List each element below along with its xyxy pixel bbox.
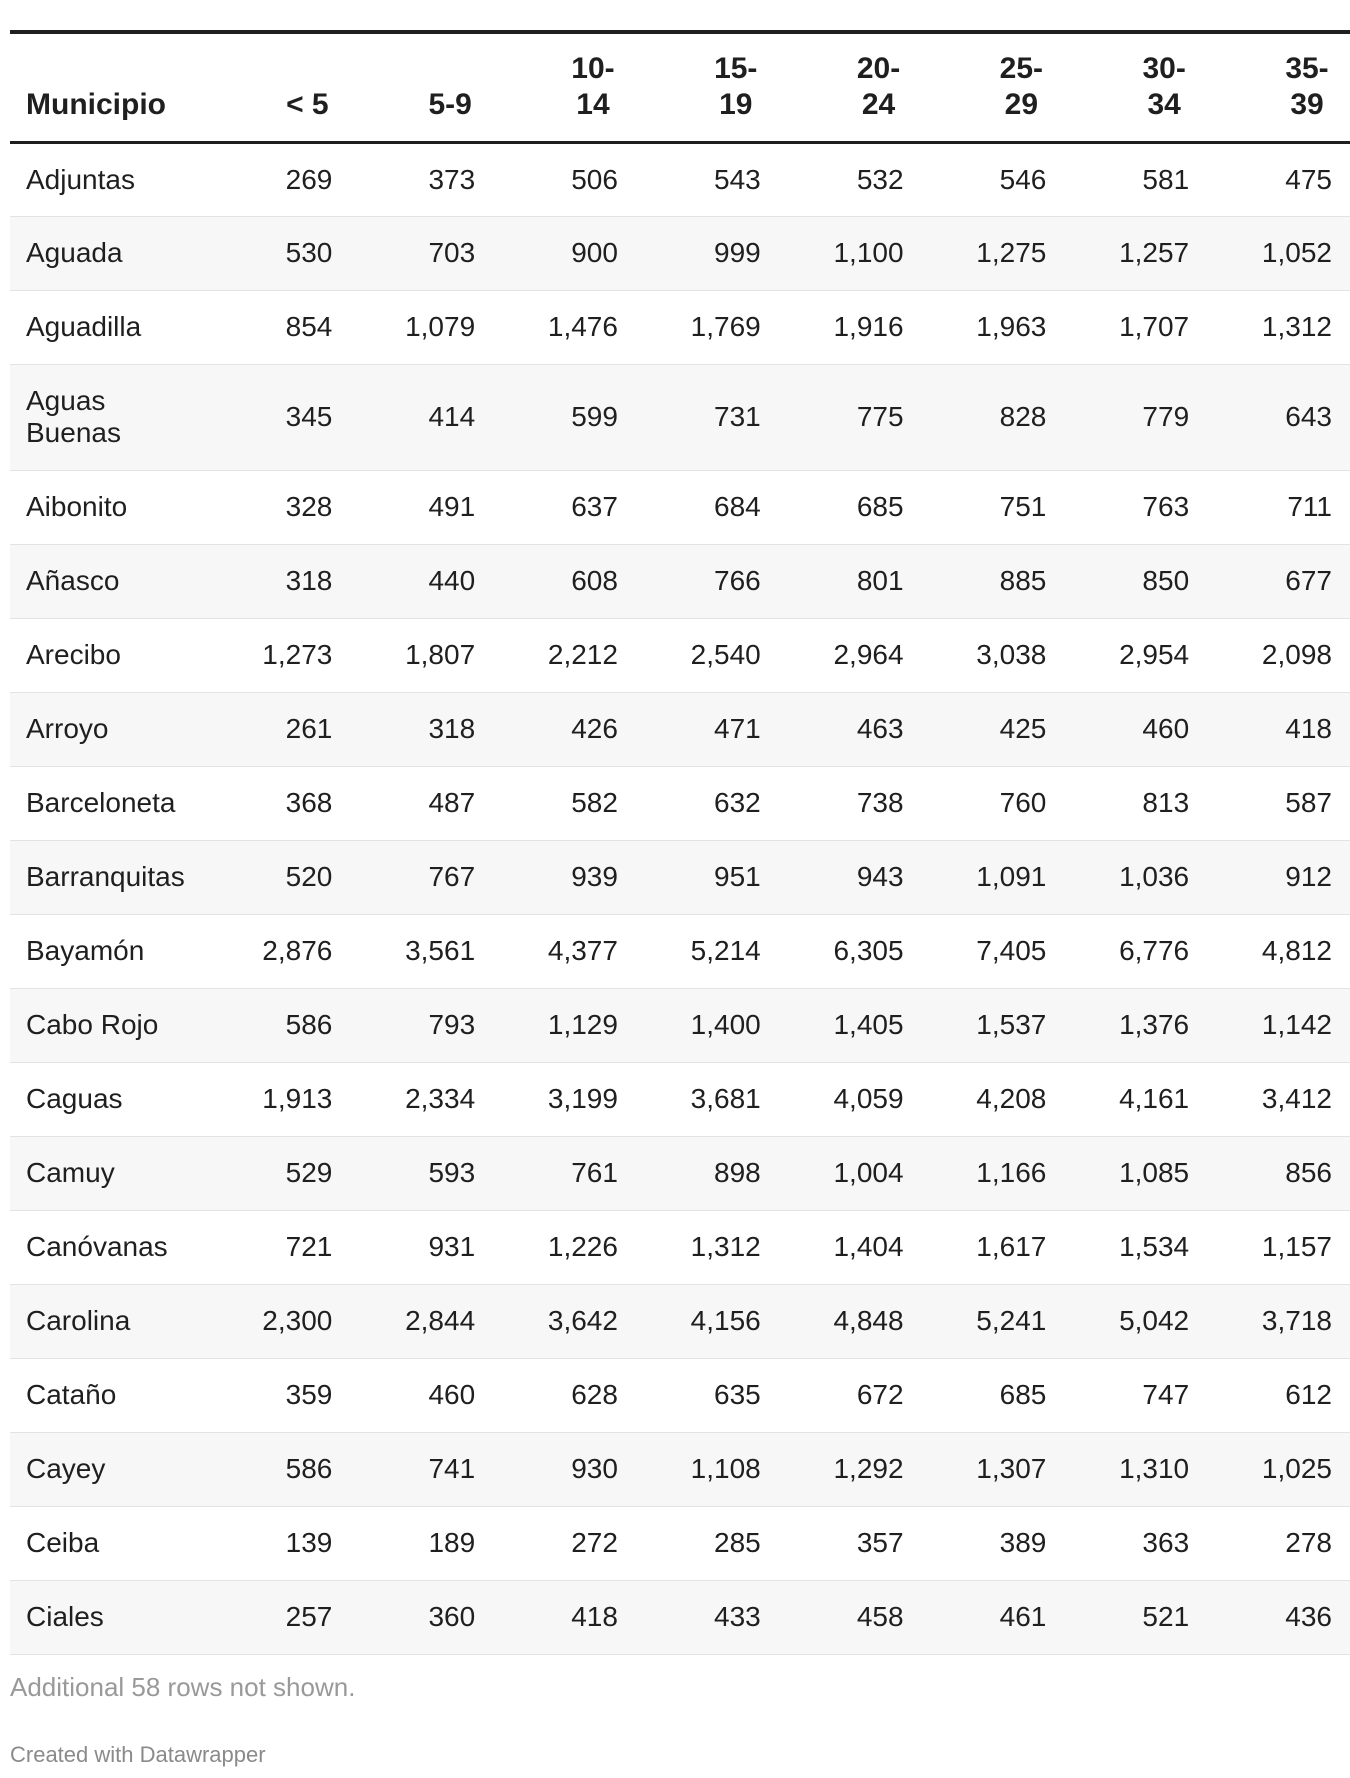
population-cell: 460 <box>1142 713 1190 744</box>
municipio-cell <box>10 1284 208 1358</box>
population-cell: 793 <box>428 1009 476 1040</box>
table-container <box>10 30 1332 1655</box>
population-cell: 4,059 <box>833 1083 904 1114</box>
population-cell: 775 <box>856 401 904 432</box>
table-row <box>10 1506 1350 1580</box>
population-cell: 506 <box>571 163 618 195</box>
population-cell: 532 <box>856 163 904 195</box>
population-cell: 900 <box>571 237 618 268</box>
population-cell: 632 <box>714 787 761 818</box>
population-cell: 418 <box>571 1601 618 1632</box>
column-header-municipio: Municipio <box>26 87 166 121</box>
population-cell: 318 <box>428 713 476 744</box>
population-cell: 458 <box>856 1601 904 1632</box>
column-header-line: 5-9 <box>428 87 472 121</box>
population-cell: 813 <box>1142 787 1190 818</box>
population-cell: 360 <box>428 1601 476 1632</box>
population-cell: 1,312 <box>1261 311 1332 342</box>
population-cell: 801 <box>856 565 904 596</box>
population-cell: 2,844 <box>405 1305 476 1336</box>
municipio-cell <box>10 364 208 470</box>
population-cell: 711 <box>1287 491 1332 522</box>
municipio-name: Carolina <box>26 1305 131 1336</box>
population-cell: 1,376 <box>1119 1009 1190 1040</box>
rows-not-shown-note: Additional 58 rows not shown. <box>10 1672 356 1702</box>
population-cell: 850 <box>1142 565 1190 596</box>
table-row <box>10 470 1350 544</box>
population-cell: 951 <box>714 861 761 892</box>
municipio-name: Aibonito <box>26 491 128 522</box>
population-cell: 1,100 <box>833 237 904 268</box>
population-cell: 854 <box>285 311 333 342</box>
municipio-name: Aguadilla <box>26 311 142 342</box>
population-cell: 612 <box>1285 1379 1332 1410</box>
column-header-line: 20- <box>856 51 901 85</box>
municipio-name: Ciales <box>26 1601 104 1632</box>
population-cell: 1,273 <box>262 639 333 670</box>
column-header-line: 19 <box>719 87 753 121</box>
column-header-age-7 <box>1064 32 1207 142</box>
table-row <box>10 766 1350 840</box>
table-scroll-area[interactable] <box>10 30 1332 1655</box>
population-cell: 5,214 <box>690 935 761 966</box>
population-cell: 357 <box>856 1527 904 1558</box>
population-cell: 1,257 <box>1119 237 1190 268</box>
population-cell: 1,275 <box>976 237 1047 268</box>
population-cell: 2,540 <box>690 639 761 670</box>
column-header-line: 39 <box>1290 87 1324 121</box>
table-row <box>10 1580 1350 1654</box>
population-cell: 1,707 <box>1119 311 1190 342</box>
population-cell: 520 <box>285 861 333 892</box>
population-cell: 433 <box>714 1601 761 1632</box>
population-cell: 4,848 <box>833 1305 904 1336</box>
population-cell: 731 <box>714 401 761 432</box>
population-cell: 418 <box>1285 713 1332 744</box>
population-cell: 672 <box>856 1379 904 1410</box>
municipio-cell <box>10 216 208 290</box>
column-header-age-1 <box>208 32 351 142</box>
column-header-line: 10- <box>571 51 615 85</box>
population-cell: 763 <box>1142 491 1190 522</box>
municipio-cell <box>10 840 208 914</box>
population-cell: 460 <box>428 1379 476 1410</box>
municipio-name: Cayey <box>26 1453 106 1484</box>
table-row <box>10 216 1350 290</box>
municipio-name: Ceiba <box>26 1527 100 1558</box>
municipio-name: Barceloneta <box>26 787 176 818</box>
population-cell: 425 <box>999 713 1047 744</box>
population-cell: 440 <box>428 565 476 596</box>
municipio-cell <box>10 1358 208 1432</box>
column-header-line: 35- <box>1285 51 1329 85</box>
population-cell: 521 <box>1142 1601 1190 1632</box>
table-row <box>10 1284 1350 1358</box>
population-cell: 3,681 <box>690 1083 761 1114</box>
population-cell: 363 <box>1142 1527 1190 1558</box>
population-cell: 278 <box>1285 1527 1332 1558</box>
population-cell: 637 <box>571 491 618 522</box>
population-cell: 1,617 <box>976 1231 1047 1262</box>
column-header-line: 30- <box>1142 51 1186 85</box>
table-row <box>10 840 1350 914</box>
population-cell: 766 <box>714 565 761 596</box>
population-table <box>10 30 1350 1655</box>
population-cell: 5,042 <box>1119 1305 1190 1336</box>
municipio-cell <box>10 1136 208 1210</box>
population-cell: 1,091 <box>976 861 1047 892</box>
municipio-name: Adjuntas <box>26 163 135 195</box>
municipio-name: Cataño <box>26 1379 117 1410</box>
table-row <box>10 1432 1350 1506</box>
population-cell: 1,537 <box>976 1009 1047 1040</box>
population-cell: 269 <box>285 163 333 195</box>
population-cell: 1,108 <box>690 1453 761 1484</box>
population-cell: 4,161 <box>1119 1083 1190 1114</box>
column-header-line: < 5 <box>286 87 329 121</box>
population-cell: 2,876 <box>262 935 333 966</box>
population-cell: 491 <box>428 491 476 522</box>
municipio-cell <box>10 1210 208 1284</box>
table-row <box>10 1358 1350 1432</box>
column-header-age-2 <box>350 32 493 142</box>
population-cell: 856 <box>1285 1157 1332 1188</box>
municipio-cell <box>10 692 208 766</box>
population-cell: 6,305 <box>833 935 904 966</box>
population-cell: 761 <box>571 1157 618 1188</box>
population-cell: 1,807 <box>405 639 476 670</box>
population-cell: 1,025 <box>1261 1453 1332 1484</box>
population-cell: 587 <box>1285 787 1332 818</box>
population-cell: 677 <box>1285 565 1332 596</box>
population-cell: 463 <box>856 713 904 744</box>
table-row <box>10 544 1350 618</box>
datawrapper-credit[interactable]: Created with Datawrapper <box>10 1742 266 1767</box>
population-cell: 373 <box>428 163 476 195</box>
population-cell: 1,405 <box>833 1009 904 1040</box>
population-cell: 898 <box>714 1157 761 1188</box>
column-header-line: 29 <box>1004 87 1039 121</box>
population-cell: 189 <box>428 1527 476 1558</box>
population-cell: 3,412 <box>1261 1083 1332 1114</box>
population-cell: 1,226 <box>547 1231 618 1262</box>
population-cell: 760 <box>999 787 1047 818</box>
population-cell: 318 <box>285 565 333 596</box>
municipio-cell <box>10 1506 208 1580</box>
population-cell: 272 <box>571 1527 618 1558</box>
population-cell: 599 <box>571 401 618 432</box>
population-cell: 257 <box>285 1601 333 1632</box>
municipio-cell <box>10 290 208 364</box>
population-cell: 3,038 <box>976 639 1047 670</box>
population-cell: 2,098 <box>1261 639 1332 670</box>
municipio-name: Cabo Rojo <box>26 1009 159 1040</box>
population-cell: 4,208 <box>976 1083 1047 1114</box>
table-row <box>10 1136 1350 1210</box>
population-cell: 779 <box>1142 401 1190 432</box>
population-cell: 3,199 <box>547 1083 618 1114</box>
population-cell: 529 <box>285 1157 333 1188</box>
municipio-cell <box>10 766 208 840</box>
population-cell: 1,400 <box>690 1009 761 1040</box>
table-body <box>10 142 1350 1654</box>
population-cell: 1,129 <box>547 1009 618 1040</box>
population-cell: 1,769 <box>690 311 761 342</box>
population-cell: 3,642 <box>547 1305 618 1336</box>
population-cell: 1,079 <box>405 311 476 342</box>
table-row <box>10 1062 1350 1136</box>
population-cell: 530 <box>285 237 333 268</box>
population-cell: 1,004 <box>833 1157 904 1188</box>
population-cell: 2,964 <box>833 639 904 670</box>
population-cell: 912 <box>1285 861 1332 892</box>
population-cell: 2,212 <box>547 639 618 670</box>
municipio-name: Barranquitas <box>26 861 185 892</box>
municipio-cell <box>10 1580 208 1654</box>
population-cell: 1,036 <box>1119 861 1190 892</box>
population-cell: 7,405 <box>976 935 1047 966</box>
population-cell: 685 <box>856 491 904 522</box>
municipio-cell <box>10 914 208 988</box>
table-row <box>10 364 1350 470</box>
column-header-age-6 <box>922 32 1065 142</box>
population-cell: 285 <box>714 1527 761 1558</box>
population-cell: 487 <box>428 787 476 818</box>
table-row <box>10 988 1350 1062</box>
population-cell: 741 <box>428 1453 476 1484</box>
population-cell: 738 <box>856 787 904 818</box>
municipio-name: Aguada <box>26 237 123 268</box>
population-cell: 3,561 <box>405 935 476 966</box>
column-header-age-8 <box>1207 32 1350 142</box>
population-cell: 930 <box>571 1453 618 1484</box>
population-cell: 471 <box>714 713 761 744</box>
table-row <box>10 914 1350 988</box>
column-header-age-4 <box>636 32 779 142</box>
municipio-name: Buenas <box>26 417 121 448</box>
population-cell: 4,812 <box>1261 935 1332 966</box>
population-cell: 684 <box>714 491 761 522</box>
municipio-name: Canóvanas <box>26 1231 168 1262</box>
population-cell: 828 <box>999 401 1047 432</box>
population-cell: 389 <box>999 1527 1047 1558</box>
population-cell: 546 <box>999 163 1047 195</box>
population-cell: 939 <box>571 861 618 892</box>
population-cell: 1,292 <box>833 1453 904 1484</box>
population-cell: 4,377 <box>547 935 618 966</box>
population-cell: 586 <box>285 1009 333 1040</box>
population-cell: 581 <box>1142 163 1190 195</box>
municipio-cell <box>10 142 208 216</box>
population-cell: 6,776 <box>1119 935 1190 966</box>
municipio-name: Camuy <box>26 1157 115 1188</box>
population-cell: 751 <box>999 491 1047 522</box>
population-cell: 359 <box>285 1379 333 1410</box>
column-header-line: 25- <box>999 51 1044 85</box>
population-cell: 999 <box>714 237 761 268</box>
population-cell: 1,963 <box>976 311 1047 342</box>
population-cell: 1,085 <box>1119 1157 1190 1188</box>
table-header-row <box>10 32 1350 142</box>
municipio-cell <box>10 1432 208 1506</box>
population-cell: 426 <box>571 713 618 744</box>
population-cell: 261 <box>285 713 333 744</box>
population-cell: 543 <box>714 163 761 195</box>
population-cell: 1,534 <box>1119 1231 1190 1262</box>
population-cell: 414 <box>428 401 476 432</box>
municipio-name: Añasco <box>26 565 120 596</box>
population-cell: 2,300 <box>262 1305 333 1336</box>
population-cell: 475 <box>1285 163 1332 195</box>
population-cell: 885 <box>999 565 1047 596</box>
municipio-name: Bayamón <box>26 935 145 966</box>
population-cell: 2,334 <box>405 1083 476 1114</box>
column-header-line: 14 <box>576 87 610 121</box>
municipio-cell <box>10 544 208 618</box>
population-cell: 747 <box>1142 1379 1190 1410</box>
municipio-cell <box>10 988 208 1062</box>
population-cell: 4,156 <box>690 1305 761 1336</box>
population-cell: 608 <box>571 565 618 596</box>
column-header-age-3 <box>493 32 636 142</box>
table-row <box>10 290 1350 364</box>
municipio-name: Arecibo <box>26 639 121 670</box>
column-header-line: 24 <box>861 87 896 121</box>
municipio-name: Arroyo <box>26 713 109 744</box>
population-cell: 345 <box>285 401 333 432</box>
population-cell: 586 <box>285 1453 333 1484</box>
population-cell: 1,312 <box>690 1231 761 1262</box>
column-header-line: 15- <box>714 51 758 85</box>
population-cell: 767 <box>428 861 476 892</box>
population-cell: 703 <box>428 237 476 268</box>
population-cell: 721 <box>285 1231 333 1262</box>
table-row <box>10 142 1350 216</box>
municipio-cell <box>10 1062 208 1136</box>
municipio-cell <box>10 470 208 544</box>
population-cell: 1,142 <box>1261 1009 1332 1040</box>
population-cell: 1,307 <box>976 1453 1047 1484</box>
municipio-cell <box>10 618 208 692</box>
population-cell: 2,954 <box>1119 639 1190 670</box>
population-cell: 593 <box>428 1157 476 1188</box>
population-cell: 931 <box>428 1231 476 1262</box>
population-cell: 685 <box>999 1379 1047 1410</box>
population-cell: 643 <box>1285 401 1332 432</box>
population-cell: 1,916 <box>833 311 904 342</box>
municipio-name: Caguas <box>26 1083 123 1114</box>
population-cell: 1,404 <box>833 1231 904 1262</box>
population-cell: 328 <box>285 491 333 522</box>
population-cell: 1,166 <box>976 1157 1047 1188</box>
population-cell: 461 <box>999 1601 1047 1632</box>
table-row <box>10 1210 1350 1284</box>
population-cell: 1,052 <box>1261 237 1332 268</box>
table-row <box>10 692 1350 766</box>
table-row <box>10 618 1350 692</box>
population-cell: 436 <box>1285 1601 1332 1632</box>
population-cell: 1,913 <box>262 1083 333 1114</box>
population-cell: 1,157 <box>1261 1231 1332 1262</box>
population-cell: 5,241 <box>976 1305 1047 1336</box>
population-cell: 3,718 <box>1261 1305 1332 1336</box>
population-cell: 1,476 <box>547 311 618 342</box>
population-cell: 628 <box>571 1379 618 1410</box>
municipio-name: Aguas <box>26 385 106 416</box>
population-cell: 1,310 <box>1119 1453 1190 1484</box>
population-cell: 635 <box>714 1379 761 1410</box>
column-header-age-5 <box>779 32 922 142</box>
population-cell: 582 <box>571 787 618 818</box>
column-header-line: 34 <box>1147 87 1181 121</box>
population-cell: 368 <box>285 787 333 818</box>
population-cell: 943 <box>856 861 904 892</box>
population-cell: 139 <box>285 1527 333 1558</box>
